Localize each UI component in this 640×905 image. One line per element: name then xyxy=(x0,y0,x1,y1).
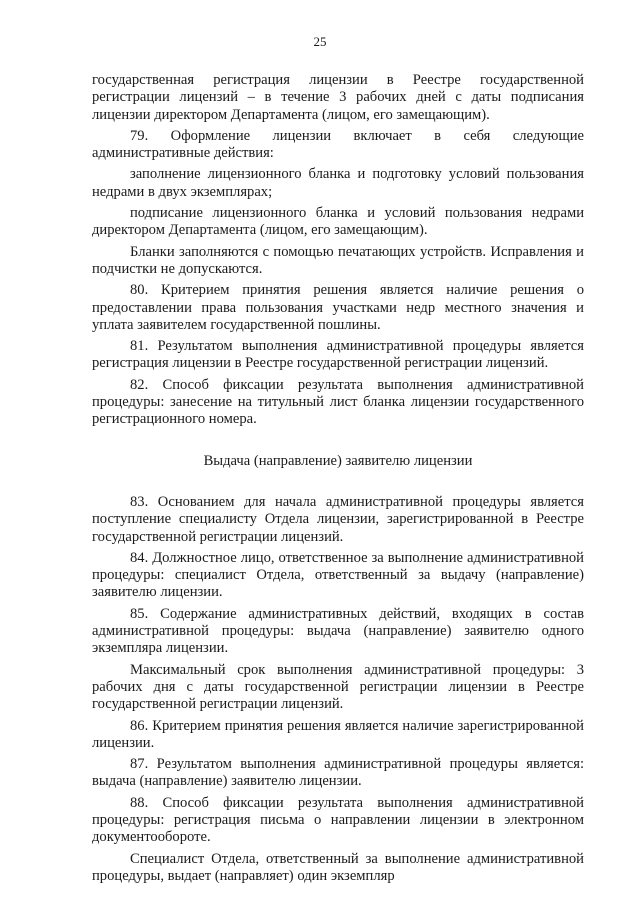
paragraph-88: 88. Способ фиксации результата выполнения административной процедуры: регистрация письма о направлении лицензии в электронном документообороте. xyxy=(92,794,584,846)
page-number: 25 xyxy=(313,34,327,49)
paragraph-79-item-1: заполнение лицензионного бланка и подготовку условий пользования недрами в двух экземплярах; xyxy=(92,166,584,200)
paragraph-85: 85. Содержание административных действий, входящих в состав административной процедуры: выдача (направление) заявителю одного экземпляра лицензии. xyxy=(92,605,584,657)
paragraph-83: 83. Основанием для начала административной процедуры является поступление специалисту Отдела лицензии, зарегистрированной в Реестре государственной регистрации лицензий. xyxy=(92,493,584,545)
paragraph-max-term: Максимальный срок выполнения административной процедуры: 3 рабочих дня с даты государственной регистрации лицензии в Реестре государственной регистрации лицензий. xyxy=(92,661,584,713)
paragraph-82: 82. Способ фиксации результата выполнения административной процедуры: занесение на титульный лист бланка лицензии государственного регистрационного номера. xyxy=(92,376,584,428)
paragraph-80: 80. Критерием принятия решения является наличие решения о предоставлении права пользования участками недр местного значения и уплата заявителем государственной пошлины. xyxy=(92,282,584,333)
document-body xyxy=(92,72,584,889)
paragraph-86: 86. Критерием принятия решения является наличие зарегистрированной лицензии. xyxy=(92,717,584,751)
paragraph-79: 79. Оформление лицензии включает в себя следующие административные действия: xyxy=(92,127,584,162)
paragraph-84: 84. Должностное лицо, ответственное за выполнение административной процедуры: специалист Отдела, ответственный за выдачу (направление) заявителю лицензии. xyxy=(92,549,584,601)
paragraph-specialist: Специалист Отдела, ответственный за выполнение административной процедуры, выдает (направляет) один экземпляр xyxy=(92,850,584,884)
paragraph-87: 87. Результатом выполнения административной процедуры является: выдача (направление) заявителю лицензии. xyxy=(92,756,584,790)
section-heading: Выдача (направление) заявителю лицензии xyxy=(203,452,473,469)
paragraph-81: 81. Результатом выполнения административной процедуры является регистрация лицензии в Реестре государственной регистрации лицензий. xyxy=(92,338,584,372)
paragraph-79-item-2: подписание лицензионного бланка и условий пользования недрами директором Департамента (лицом, его замещающим). xyxy=(92,205,584,239)
paragraph-continuation: государственная регистрация лицензии в Реестре государственной регистрации лицензий – в течение 3 рабочих дней с даты подписания лицензии директором Департамента (лицом, его замещающим). xyxy=(92,72,584,123)
paragraph-blanks: Бланки заполняются с помощью печатающих устройств. Исправления и подчистки не допускаются. xyxy=(92,243,584,277)
